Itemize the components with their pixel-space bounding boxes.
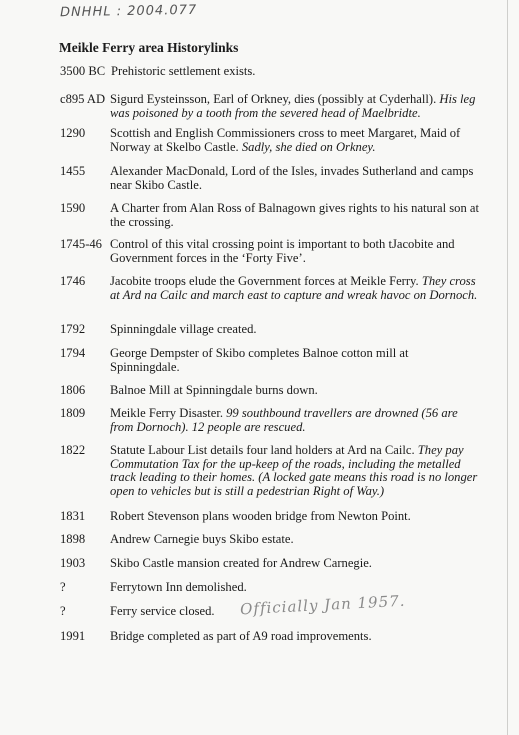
entry-note: They pay Commutation Tax for the up-keep of the roads, including the metalled track leading to their homes. (A locked gate means this road is no longer open to vehicles but is still a pedestrian Right of Way.) [110, 443, 478, 498]
entry-year: 1792 [60, 322, 86, 336]
entry-text: Jacobite troops elude the Government forces at Meikle Ferry. They cross at Ard na Cailc and march east to capture and wreak havoc on Dornoch. [110, 274, 478, 302]
entry-year: 1822 [60, 443, 86, 457]
entry-year: 1831 [60, 509, 86, 523]
entry-text: Balnoe Mill at Spinningdale burns down. [110, 383, 318, 397]
entry-year: 1991 [60, 629, 86, 643]
entry-year: 1455 [60, 164, 86, 178]
entry-text: Statute Labour List details four land holders at Ard na Cailc. They pay Commutation Tax for the up-keep of the roads, including the metalled track leading to their homes. (A locked gate means this road is no longer open to vehicles but is still a pedestrian Right of Way.) [110, 443, 478, 498]
entry-note: Sadly, she died on Orkney. [241, 139, 376, 154]
handwritten-annotation: Officially Jan 1957. [239, 591, 406, 619]
entry-text: Alexander MacDonald, Lord of the Isles, invades Sutherland and camps near Skibo Castle. [110, 164, 474, 192]
entry-text: Spinningdale village created. [110, 322, 257, 336]
accession-reference: DNHHL : 2004.077 [59, 2, 198, 21]
entry-text: Bridge completed as part of A9 road improvements. [110, 629, 372, 643]
entry-year: 1746 [60, 274, 86, 288]
entry-year: 3500 BC [60, 64, 106, 78]
entry-year: 1809 [60, 406, 86, 420]
entry-year: 1903 [60, 556, 86, 570]
entry-year: ? [60, 604, 66, 618]
entry-text: A Charter from Alan Ross of Balnagown gives rights to his natural son at the crossing. [110, 201, 480, 229]
entry-text: Robert Stevenson plans wooden bridge from Newton Point. [110, 509, 411, 523]
entry-note: They cross at Ard na Cailc and march east to capture and wreak havoc on Dornoch. [110, 274, 478, 302]
entry-text: Scottish and English Commissioners cross to meet Margaret, Maid of Norway at Skelbo Castle. Sadly, she died on Orkney. [110, 126, 461, 154]
entry-note: 99 southbound travellers are drowned (56 are from Dornoch). 12 people are rescued. [110, 406, 458, 434]
entry-year: 1806 [60, 383, 86, 397]
entry-year: 1745-46 [60, 237, 102, 251]
entry-text: George Dempster of Skibo completes Balnoe cotton mill at Spinningdale. [110, 346, 409, 374]
entry-text: Sigurd Eysteinsson, Earl of Orkney, dies (possibly at Cyderhall). His leg was poisoned by a tooth from the severed head of Maelbridte. [110, 92, 476, 120]
entry-note: His leg was poisoned by a tooth from the severed head of Maelbridte. [110, 92, 476, 120]
entry-text: Meikle Ferry Disaster. 99 southbound travellers are drowned (56 are from Dornoch). 12 people are rescued. [110, 406, 458, 434]
entry-year: 1794 [60, 346, 86, 360]
entry-year: c895 AD [60, 92, 106, 106]
entry-year: ? [60, 580, 66, 594]
entry-text: Prehistoric settlement exists. [111, 64, 256, 78]
entry-year: 1290 [60, 126, 86, 140]
document-title: Meikle Ferry area Historylinks [59, 40, 239, 55]
entry-text: Skibo Castle mansion created for Andrew Carnegie. [110, 556, 372, 570]
entry-text: Control of this vital crossing point is important to both tJacobite and Government forces in the ‘Forty Five’. [110, 237, 455, 265]
entry-year: 1898 [60, 532, 86, 546]
entry-text: Ferrytown Inn demolished. [110, 580, 247, 594]
entry-text: Ferry service closed. [110, 604, 215, 618]
entry-text: Andrew Carnegie buys Skibo estate. [110, 532, 294, 546]
entry-year: 1590 [60, 201, 86, 215]
